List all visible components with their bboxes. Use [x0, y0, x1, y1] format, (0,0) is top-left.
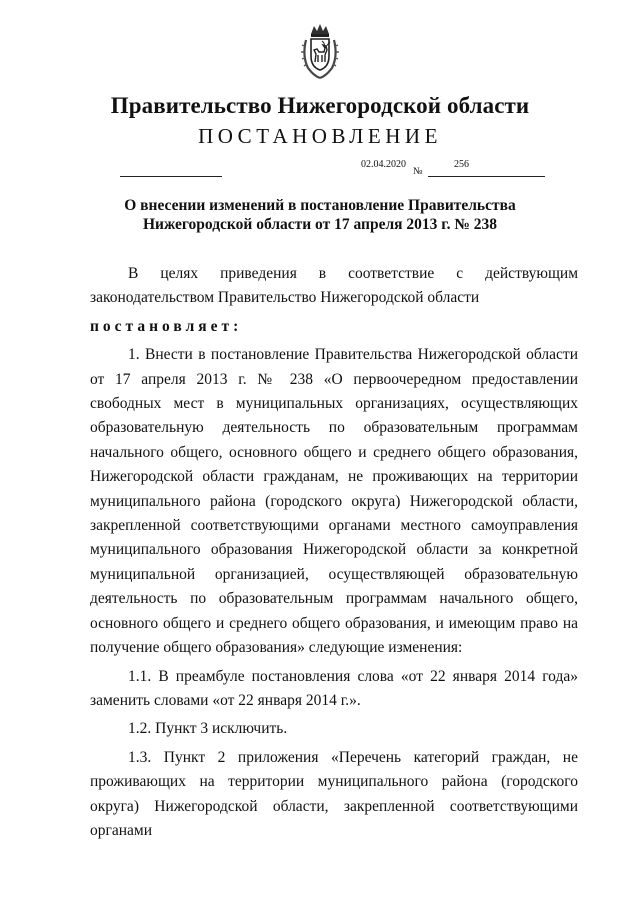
item-1-1-paragraph: 1.1. В преамбуле постановления слова «от 22 января 2014 года» заменить словами «от 22 января 2014 г.». — [90, 667, 578, 709]
document-date: 02.04.2020 — [361, 159, 406, 170]
date-underline — [120, 176, 222, 177]
government-title: Правительство Нижегородской области — [110, 93, 530, 118]
item-1-2-paragraph: 1.2. Пункт 3 исключить. — [128, 720, 288, 738]
subject-line-1: О внесении изменений в постановление Правительства — [124, 197, 516, 214]
document-number: 256 — [454, 159, 469, 170]
preamble-paragraph: В целях приведения в соответствие с действующим законодательством Правительство Нижегородской области — [90, 265, 578, 307]
number-label: № — [413, 166, 423, 177]
resolves-word: постановляет: — [90, 317, 243, 335]
subject-line-2: Нижегородской области от 17 апреля 2013 г. № 238 — [142, 216, 498, 233]
item-1-paragraph: 1. Внести в постановление Правительства Нижегородской области от 17 апреля 2013 г. № 238 «О первоочередном предоставлении свободных мест в муниципальных организациях, осуществляющих образовательную деятельность по образовательным программам начального общего, основного общего и среднего общего образования, Нижегородской области гражданам, не проживающих на территории муниципального района (городского округа) Нижегородской области, закрепленной соответствующими органами местного самоуправления муниципального образования Нижегородской области за конкретной муниципальной организацией, осуществляющей образовательную деятельность по образовательным программам начального общего, основного общего и среднего общего образования, и имеющим право на получение общего образования» следующие изменения: — [90, 346, 578, 657]
document-subject — [100, 196, 540, 234]
document-body — [90, 262, 578, 847]
document-type: ПОСТАНОВЛЕНИЕ — [198, 124, 442, 148]
item-1-3-paragraph: 1.3. Пункт 2 приложения «Перечень категорий граждан, не проживающих на территории муниципального района (городского округа) Нижегородской области, закрепленной соответствующими органами — [90, 748, 578, 839]
number-underline — [428, 176, 545, 177]
coat-of-arms-icon — [300, 22, 340, 80]
